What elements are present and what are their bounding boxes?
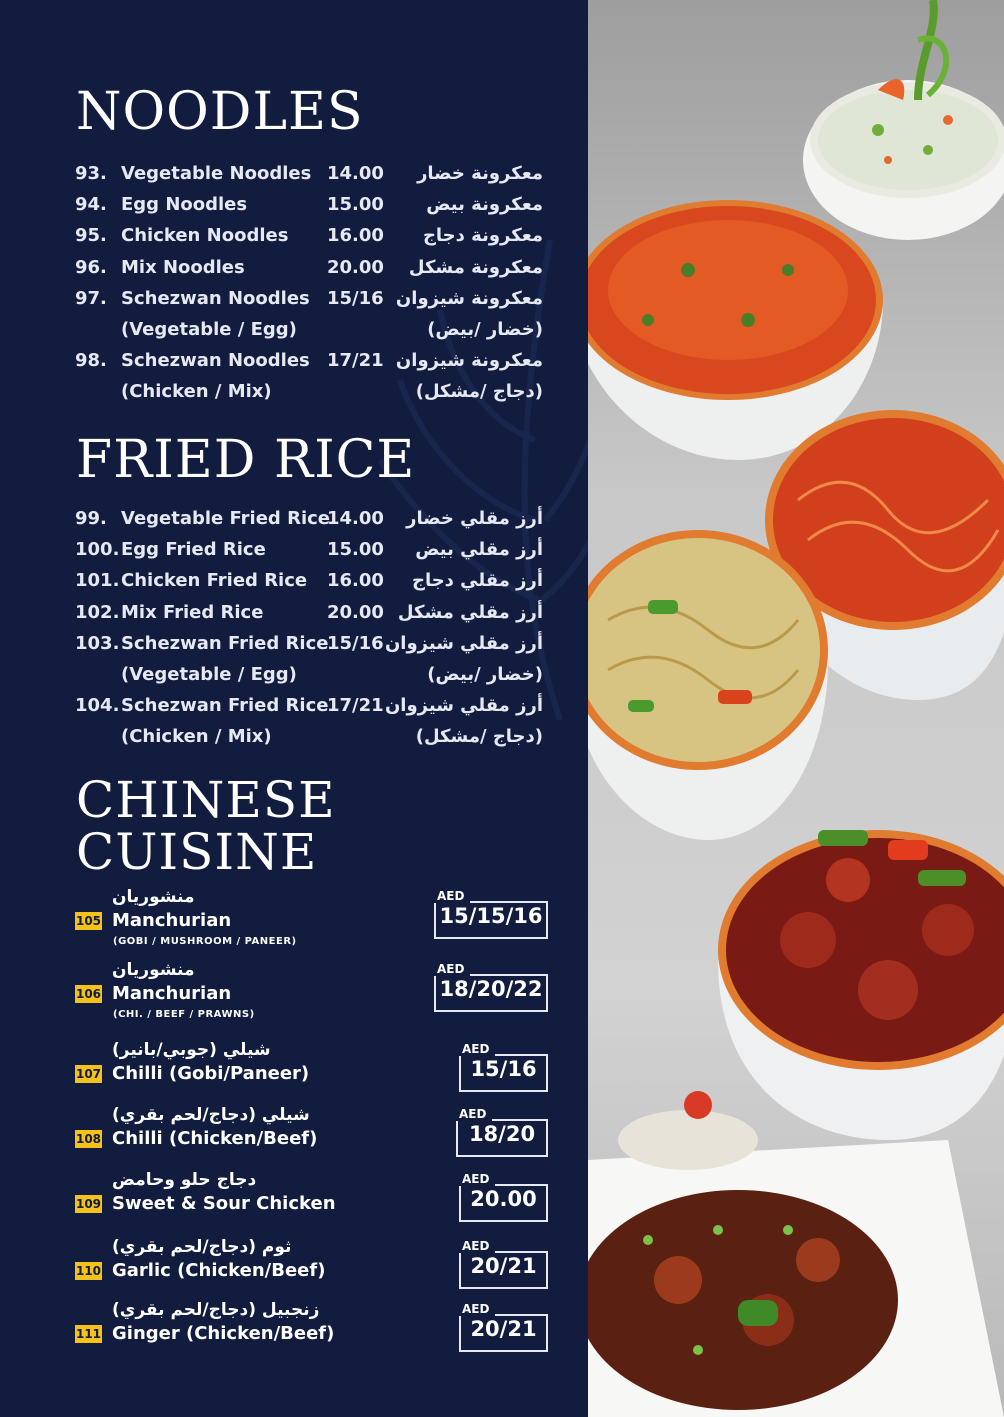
menu-row — [0, 288, 588, 318]
item-name: (Chicken / Mix) — [121, 381, 272, 403]
item-arabic-name: معكرونة شيزوان — [395, 287, 543, 309]
veg-noodles-bowl — [588, 530, 828, 840]
menu-row — [0, 257, 588, 287]
fried-rice-title: FRIED RICE — [76, 430, 416, 490]
item-arabic-name: أرز مقلي مشكل — [397, 601, 543, 623]
chinese-title-line2: CUISINE — [76, 823, 318, 881]
currency-label: AED — [456, 1107, 489, 1121]
item-number-badge: 107 — [75, 1067, 102, 1081]
item-arabic-name: (خضار /بيض) — [427, 664, 543, 685]
menu-row — [0, 225, 588, 255]
item-name: Schezwan Fried Rice — [121, 695, 329, 717]
price-box — [459, 1302, 548, 1352]
item-price: 16.00 — [327, 570, 384, 592]
price-box — [456, 1107, 548, 1157]
item-name: (Vegetable / Egg) — [121, 664, 297, 685]
item-name: Chilli (Gobi/Paneer) — [112, 1063, 310, 1084]
item-price: 20/21 — [470, 1317, 537, 1341]
item-price: 17/21 — [327, 350, 384, 372]
item-price: 18/20 — [468, 1122, 536, 1146]
item-arabic-name: أرز مقلي خضار — [406, 508, 543, 529]
item-name: Mix Noodles — [121, 256, 245, 278]
item-number: 104. — [75, 695, 120, 717]
chinese-menu-item — [0, 1040, 588, 1110]
chinese-title-line1: CHINESE — [76, 771, 336, 829]
item-name: Schezwan Noodles — [121, 287, 310, 309]
item-price: 18/20/22 — [439, 977, 543, 1001]
price-box — [459, 1172, 548, 1222]
item-arabic-name: معكرونة شيزوان — [395, 350, 543, 372]
item-name: Egg Noodles — [121, 194, 248, 216]
item-number: 99. — [75, 508, 107, 529]
item-arabic-name: (دجاج /مشكل) — [415, 726, 543, 748]
item-name: Vegetable Noodles — [121, 163, 312, 184]
item-arabic-name: شيلي (جوبي/بانير) — [112, 1040, 271, 1060]
item-number-badge: 108 — [75, 1132, 102, 1146]
item-price: 20.00 — [327, 256, 384, 278]
price-box-rule — [495, 1251, 548, 1253]
item-arabic-name: زنجبيل (دجاج/لحم بقري) — [112, 1300, 320, 1320]
item-arabic-name: أرز مقلي بيض — [415, 539, 543, 561]
item-price: 16.00 — [327, 225, 384, 247]
menu-row — [0, 319, 588, 349]
item-arabic-name: منشوريان — [112, 960, 195, 980]
price-box-rule — [495, 1184, 548, 1186]
item-number: 94. — [75, 194, 107, 216]
currency-label: AED — [459, 1302, 492, 1316]
chinese-menu-item — [0, 1105, 588, 1175]
item-number: 100. — [75, 539, 120, 561]
item-arabic-name: أرز مقلي دجاج — [411, 570, 543, 592]
menu-row — [0, 602, 588, 632]
item-name: Manchurian — [112, 983, 232, 1004]
noodles-title: NOODLES — [76, 82, 364, 142]
veg-rice-bowl — [803, 0, 1004, 240]
item-arabic-name: شيلي (دجاج/لحم بقري) — [112, 1105, 310, 1125]
item-number-badge: 109 — [75, 1197, 102, 1211]
price-box — [459, 1042, 548, 1092]
item-name: Garlic (Chicken/Beef) — [112, 1260, 326, 1281]
item-number: 98. — [75, 350, 107, 372]
item-name: Schezwan Fried Rice — [121, 632, 329, 654]
item-name: Chilli (Chicken/Beef) — [112, 1128, 318, 1149]
menu-row — [0, 539, 588, 569]
item-number: 103. — [75, 632, 120, 654]
item-number: 95. — [75, 225, 107, 247]
item-number-badge: 110 — [75, 1264, 102, 1278]
currency-label: AED — [434, 962, 467, 976]
item-price: 14.00 — [327, 163, 384, 184]
item-name: Chicken Fried Rice — [121, 570, 308, 592]
item-arabic-name: دجاج حلو وحامض — [112, 1170, 257, 1190]
item-name: (Vegetable / Egg) — [121, 319, 297, 340]
price-box — [434, 962, 548, 1012]
item-price: 15/15/16 — [439, 904, 543, 928]
item-number: 97. — [75, 287, 107, 309]
price-box-rule — [495, 1054, 548, 1056]
price-box-rule — [495, 1314, 548, 1316]
item-arabic-name: معكرونة مشكل — [408, 256, 543, 278]
plated-dish — [588, 1091, 1004, 1417]
item-name: Vegetable Fried Rice — [121, 508, 330, 529]
item-price: 15/16 — [327, 287, 384, 309]
item-price: 15.00 — [327, 194, 384, 216]
menu-row — [0, 350, 588, 380]
menu-row — [0, 695, 588, 725]
item-price: 17/21 — [327, 695, 384, 717]
item-number-badge: 105 — [75, 914, 102, 928]
price-box — [434, 889, 548, 939]
item-arabic-name: (خضار /بيض) — [427, 319, 543, 340]
currency-label: AED — [459, 1042, 492, 1056]
item-arabic-name: أرز مقلي شيزوان — [384, 695, 543, 717]
chinese-menu-item — [0, 1237, 588, 1307]
item-price: 20.00 — [470, 1187, 537, 1211]
item-number: 102. — [75, 601, 120, 623]
chinese-menu-item — [0, 887, 588, 957]
menu-row — [0, 508, 588, 538]
item-number-badge: 106 — [75, 987, 102, 1001]
price-box-rule — [470, 974, 548, 976]
price-box — [459, 1239, 548, 1289]
chilli-chicken-bowl — [718, 830, 1004, 1140]
currency-label: AED — [459, 1239, 492, 1253]
item-name: Chicken Noodles — [121, 225, 289, 247]
item-arabic-name: معكرونة خضار — [417, 163, 543, 184]
menu-row — [0, 726, 588, 756]
item-name: Sweet & Sour Chicken — [112, 1193, 336, 1214]
item-price: 20.00 — [327, 601, 384, 623]
item-price: 15/16 — [327, 632, 384, 654]
item-arabic-name: معكرونة دجاج — [422, 225, 543, 247]
item-name: Ginger (Chicken/Beef) — [112, 1323, 335, 1344]
chinese-menu-item — [0, 960, 588, 1030]
item-arabic-name: (دجاج /مشكل) — [415, 381, 543, 403]
currency-label: AED — [434, 889, 467, 903]
currency-label: AED — [459, 1172, 492, 1186]
chinese-menu-item — [0, 1300, 588, 1370]
food-photo-illustration — [588, 0, 1004, 1417]
item-name: Manchurian — [112, 910, 232, 931]
menu-row — [0, 163, 588, 193]
item-arabic-name: ثوم (دجاج/لحم بقري) — [112, 1237, 292, 1257]
item-price: 20/21 — [470, 1254, 537, 1278]
item-number: 101. — [75, 570, 120, 592]
item-name: Schezwan Noodles — [121, 350, 310, 372]
item-number-badge: 111 — [75, 1327, 102, 1341]
price-box-rule — [470, 901, 548, 903]
price-box-rule — [492, 1119, 548, 1121]
item-name: Mix Fried Rice — [121, 601, 264, 623]
item-name: (Chicken / Mix) — [121, 726, 272, 748]
item-arabic-name: معكرونة بيض — [426, 194, 543, 216]
item-price: 14.00 — [327, 508, 384, 529]
item-price: 15.00 — [327, 539, 384, 561]
item-price: 15/16 — [470, 1057, 537, 1081]
menu-row — [0, 381, 588, 411]
menu-row — [0, 570, 588, 600]
menu-row — [0, 194, 588, 224]
food-photo-panel — [588, 0, 1004, 1417]
menu-row — [0, 664, 588, 694]
chinese-menu-item — [0, 1170, 588, 1240]
item-name: Egg Fried Rice — [121, 539, 266, 561]
item-options: (GOBI / MUSHROOM / PANEER) — [113, 936, 297, 947]
item-arabic-name: منشوريان — [112, 887, 195, 907]
item-number: 96. — [75, 256, 107, 278]
item-options: (CHI. / BEEF / PRAWNS) — [113, 1009, 255, 1020]
item-arabic-name: أرز مقلي شيزوان — [384, 632, 543, 654]
menu-row — [0, 633, 588, 663]
item-number: 93. — [75, 163, 107, 184]
